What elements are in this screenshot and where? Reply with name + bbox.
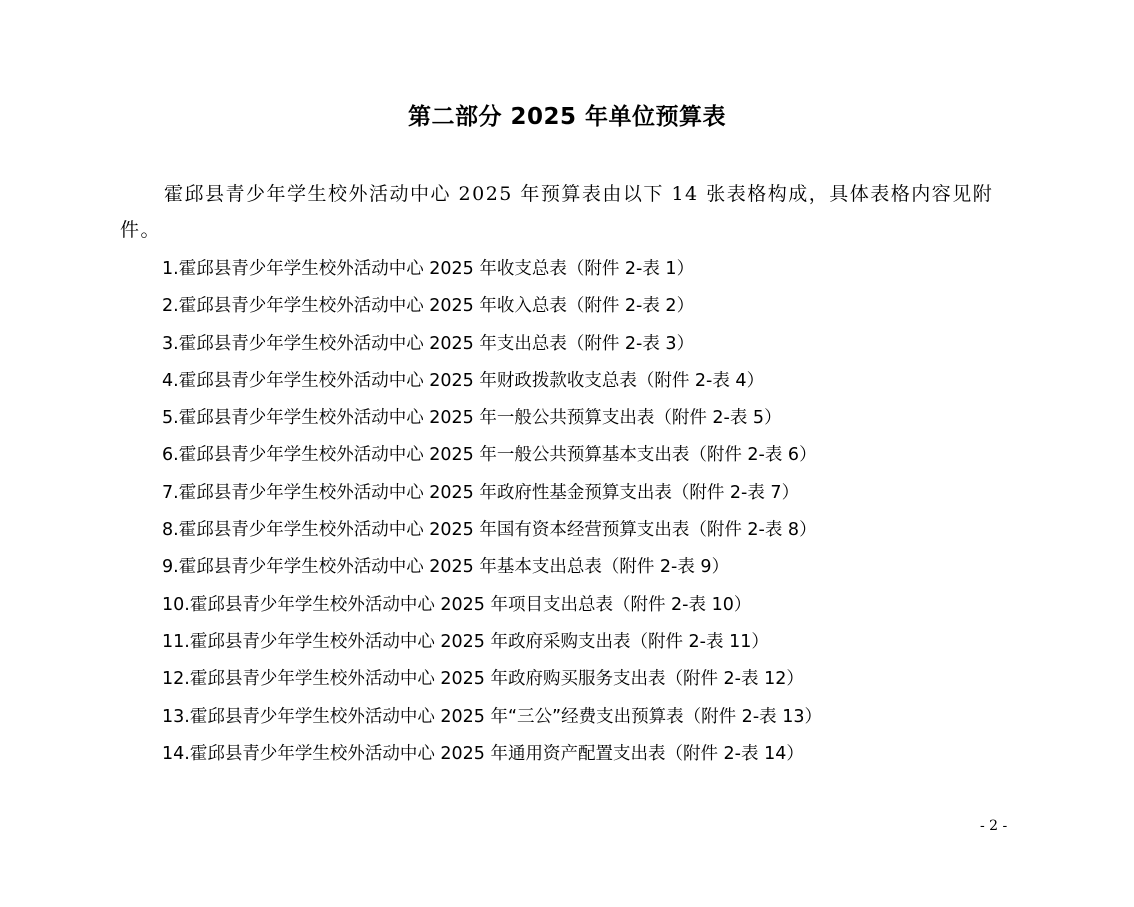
list-item: 5.霍邱县青少年学生校外活动中心 2025 年一般公共预算支出表（附件 2-表 5） — [162, 408, 782, 429]
intro-paragraph: 霍邱县青少年学生校外活动中心 2025 年预算表由以下 14 张表格构成，具体表格内容见附件。 — [120, 183, 994, 241]
list-item: 14.霍邱县青少年学生校外活动中心 2025 年通用资产配置支出表（附件 2-表 14） — [162, 743, 804, 764]
table-list — [162, 252, 1022, 774]
list-item: 9.霍邱县青少年学生校外活动中心 2025 年基本支出总表（附件 2-表 9） — [162, 557, 730, 578]
list-item: 13.霍邱县青少年学生校外活动中心 2025 年“三公”经费支出预算表（附件 2-表 13） — [162, 706, 822, 727]
list-item: 6.霍邱县青少年学生校外活动中心 2025 年一般公共预算基本支出表（附件 2-表 6） — [162, 445, 817, 466]
list-item: 2.霍邱县青少年学生校外活动中心 2025 年收入总表（附件 2-表 2） — [162, 296, 695, 317]
list-item: 1.霍邱县青少年学生校外活动中心 2025 年收支总表（附件 2-表 1） — [162, 259, 695, 279]
list-item: 3.霍邱县青少年学生校外活动中心 2025 年支出总表（附件 2-表 3） — [162, 333, 695, 354]
list-item: 11.霍邱县青少年学生校外活动中心 2025 年政府采购支出表（附件 2-表 11） — [162, 631, 769, 652]
list-item: 7.霍邱县青少年学生校外活动中心 2025 年政府性基金预算支出表（附件 2-表 7） — [162, 482, 800, 503]
list-item: 4.霍邱县青少年学生校外活动中心 2025 年财政拨款收支总表（附件 2-表 4） — [162, 370, 765, 391]
list-item: 12.霍邱县青少年学生校外活动中心 2025 年政府购买服务支出表（附件 2-表 12） — [162, 669, 804, 690]
list-item: 8.霍邱县青少年学生校外活动中心 2025 年国有资本经营预算支出表（附件 2-表 8） — [162, 520, 817, 541]
page-number: - 2 - — [980, 818, 1008, 834]
list-item: 10.霍邱县青少年学生校外活动中心 2025 年项目支出总表（附件 2-表 10） — [162, 594, 752, 615]
page-title: 第二部分 2025 年单位预算表 — [407, 104, 727, 130]
